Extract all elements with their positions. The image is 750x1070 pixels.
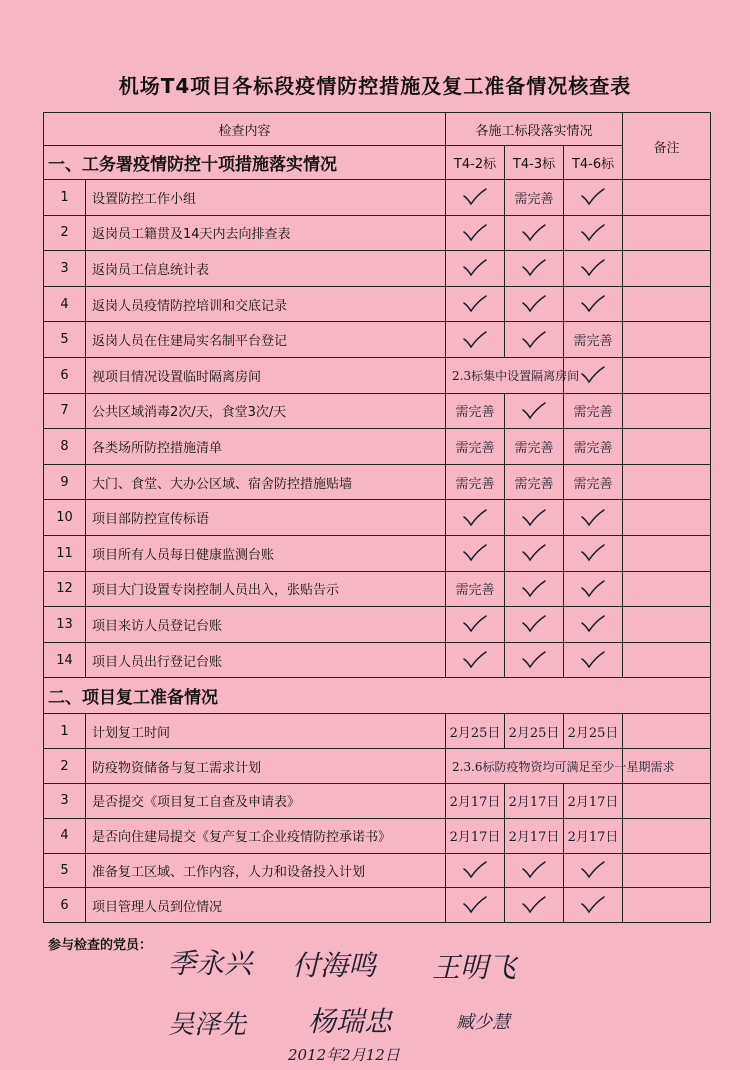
- status-t4-3: [505, 535, 564, 571]
- status-t4-3: [505, 888, 564, 923]
- check-mark-icon: [580, 259, 606, 277]
- status-t4-2: [446, 251, 505, 287]
- row-number: 4: [44, 818, 86, 853]
- row-remarks: [623, 500, 711, 536]
- signatures-label: 参与检查的党员：: [48, 938, 153, 953]
- row-remarks: [623, 464, 711, 500]
- check-mark-icon: [462, 896, 488, 914]
- row-item: 是否提交《项目复工自查及申请表》: [86, 783, 446, 818]
- check-mark-icon: [580, 224, 606, 242]
- check-mark-icon: [580, 896, 606, 914]
- status-t4-3: 需完善: [505, 429, 564, 465]
- row-remarks: [623, 888, 711, 923]
- check-mark-icon: [462, 861, 488, 879]
- row-number: 2: [44, 215, 86, 251]
- check-mark-icon: [580, 544, 606, 562]
- table-row: [44, 642, 711, 678]
- row-item: 项目管理人员到位情况: [86, 888, 446, 923]
- check-mark-icon: [462, 188, 488, 206]
- row-status-note: 2.3标集中设置隔离房间: [446, 357, 564, 393]
- status-t4-3: [505, 607, 564, 643]
- status-t4-6: [564, 642, 623, 678]
- check-mark-icon: [521, 259, 547, 277]
- row-item: 公共区域消毒2次/天，食堂3次/天: [86, 393, 446, 429]
- table-row: [44, 429, 711, 465]
- status-t4-2: 需完善: [446, 393, 505, 429]
- status-t4-6: 需完善: [564, 393, 623, 429]
- column-t4-2: T4-2标: [446, 146, 505, 180]
- status-t4-2: [446, 888, 505, 923]
- status-t4-6: [564, 500, 623, 536]
- remarks-header: 备注: [623, 113, 711, 180]
- row-item: 项目来访人员登记台账: [86, 607, 446, 643]
- row-remarks: [623, 322, 711, 358]
- status-t4-6: 2月17日: [564, 818, 623, 853]
- row-status-note: 2.3.6标防疫物资均可满足至少一星期需求: [446, 749, 623, 784]
- row-remarks: [623, 251, 711, 287]
- status-t4-6: 需完善: [564, 429, 623, 465]
- status-t4-6: [564, 215, 623, 251]
- signature: 付海鸣: [292, 949, 377, 982]
- status-t4-6: [564, 571, 623, 607]
- status-t4-6: 2月25日: [564, 714, 623, 749]
- column-t4-3: T4-3标: [505, 146, 564, 180]
- check-mark-icon: [521, 402, 547, 420]
- row-item: 返岗人员疫情防控培训和交底记录: [86, 286, 446, 322]
- status-t4-3: [505, 571, 564, 607]
- status-t4-6: 2月17日: [564, 783, 623, 818]
- section1-heading: 一、工务署疫情防控十项措施落实情况: [44, 146, 446, 180]
- status-t4-3: 2月17日: [505, 783, 564, 818]
- row-number: 2: [44, 749, 86, 784]
- row-remarks: [623, 286, 711, 322]
- check-mark-icon: [521, 615, 547, 633]
- row-number: 5: [44, 853, 86, 888]
- row-remarks: [623, 535, 711, 571]
- status-t4-6: [564, 180, 623, 216]
- status-t4-3: [505, 215, 564, 251]
- row-remarks: [623, 783, 711, 818]
- status-t4-2: [446, 215, 505, 251]
- inspection-table: [43, 112, 711, 923]
- table-row: [44, 853, 711, 888]
- table-row: [44, 180, 711, 216]
- row-remarks: [623, 429, 711, 465]
- status-t4-6: [564, 853, 623, 888]
- status-t4-3: [505, 251, 564, 287]
- signature: 杨瑞忠: [308, 1005, 393, 1038]
- row-item: 设置防控工作小组: [86, 180, 446, 216]
- table-row: [44, 251, 711, 287]
- row-number: 8: [44, 429, 86, 465]
- row-number: 13: [44, 607, 86, 643]
- row-remarks: [623, 180, 711, 216]
- status-t4-2: 2月25日: [446, 714, 505, 749]
- status-t4-6: [564, 251, 623, 287]
- status-t4-3: [505, 322, 564, 358]
- check-mark-icon: [462, 224, 488, 242]
- row-number: 9: [44, 464, 86, 500]
- row-number: 3: [44, 251, 86, 287]
- check-mark-icon: [462, 295, 488, 313]
- check-mark-icon: [521, 651, 547, 669]
- section2-heading: 二、项目复工准备情况: [44, 678, 711, 714]
- row-remarks: [623, 215, 711, 251]
- table-row: [44, 818, 711, 853]
- row-number: 14: [44, 642, 86, 678]
- sections-status-header: 各施工标段落实情况: [446, 113, 623, 146]
- row-number: 11: [44, 535, 86, 571]
- status-t4-2: [446, 607, 505, 643]
- row-item: 各类场所防控措施清单: [86, 429, 446, 465]
- check-mark-icon: [462, 651, 488, 669]
- check-mark-icon: [580, 295, 606, 313]
- row-remarks: [623, 818, 711, 853]
- row-item: 返岗员工信息统计表: [86, 251, 446, 287]
- status-t4-2: [446, 535, 505, 571]
- status-t4-6: [564, 535, 623, 571]
- table-row: [44, 888, 711, 923]
- status-t4-6: 需完善: [564, 464, 623, 500]
- row-number: 6: [44, 888, 86, 923]
- row-item: 防疫物资储备与复工需求计划: [86, 749, 446, 784]
- inspection-content-header: 检查内容: [44, 113, 446, 146]
- status-t4-3: [505, 286, 564, 322]
- check-mark-icon: [462, 509, 488, 527]
- row-item: 计划复工时间: [86, 714, 446, 749]
- table-row: [44, 714, 711, 749]
- table-row: [44, 607, 711, 643]
- row-item: 大门、食堂、大办公区域、宿舍防控措施贴墙: [86, 464, 446, 500]
- row-number: 1: [44, 180, 86, 216]
- check-mark-icon: [521, 861, 547, 879]
- table-row: [44, 393, 711, 429]
- row-remarks: [623, 853, 711, 888]
- check-mark-icon: [462, 259, 488, 277]
- status-t4-3: 需完善: [505, 180, 564, 216]
- check-mark-icon: [521, 331, 547, 349]
- status-t4-6: [564, 607, 623, 643]
- check-mark-icon: [521, 896, 547, 914]
- status-t4-2: [446, 642, 505, 678]
- check-mark-icon: [462, 331, 488, 349]
- row-item: 返岗人员在住建局实名制平台登记: [86, 322, 446, 358]
- column-t4-6: T4-6标: [564, 146, 623, 180]
- check-mark-icon: [580, 615, 606, 633]
- row-number: 10: [44, 500, 86, 536]
- table-row: [44, 464, 711, 500]
- inspection-date: 2012年2月12日: [288, 1046, 400, 1064]
- row-item: 是否向住建局提交《复产复工企业疫情防控承诺书》: [86, 818, 446, 853]
- check-mark-icon: [462, 615, 488, 633]
- signature: 季永兴: [168, 947, 253, 980]
- table-row: [44, 215, 711, 251]
- table-row: [44, 783, 711, 818]
- check-mark-icon: [580, 580, 606, 598]
- row-item: 视项目情况设置临时隔离房间: [86, 357, 446, 393]
- row-number: 12: [44, 571, 86, 607]
- row-remarks: [623, 571, 711, 607]
- status-t4-2: 需完善: [446, 464, 505, 500]
- signature: 臧少慧: [456, 1012, 510, 1033]
- status-t4-2: 需完善: [446, 571, 505, 607]
- row-number: 5: [44, 322, 86, 358]
- status-t4-2: 2月17日: [446, 818, 505, 853]
- check-mark-icon: [521, 580, 547, 598]
- row-number: 6: [44, 357, 86, 393]
- row-item: 项目所有人员每日健康监测台账: [86, 535, 446, 571]
- check-mark-icon: [521, 224, 547, 242]
- row-item: 项目大门设置专岗控制人员出入，张贴告示: [86, 571, 446, 607]
- check-mark-icon: [462, 544, 488, 562]
- check-mark-icon: [580, 509, 606, 527]
- status-t4-2: [446, 322, 505, 358]
- table-row: [44, 322, 711, 358]
- status-t4-2: 需完善: [446, 429, 505, 465]
- row-remarks: [623, 714, 711, 749]
- row-number: 4: [44, 286, 86, 322]
- status-t4-2: [446, 500, 505, 536]
- check-mark-icon: [580, 366, 606, 384]
- status-t4-2: 2月17日: [446, 783, 505, 818]
- table-row: [44, 357, 711, 393]
- row-number: 1: [44, 714, 86, 749]
- table-row: [44, 749, 711, 784]
- status-t4-3: [505, 642, 564, 678]
- row-remarks: [623, 357, 711, 393]
- status-t4-3: 2月17日: [505, 818, 564, 853]
- status-t4-2: [446, 180, 505, 216]
- row-remarks: [623, 642, 711, 678]
- signature: 吴泽先: [168, 1010, 247, 1040]
- status-t4-2: [446, 286, 505, 322]
- row-item: 项目部防控宣传标语: [86, 500, 446, 536]
- row-number: 7: [44, 393, 86, 429]
- status-t4-2: [446, 853, 505, 888]
- check-mark-icon: [521, 295, 547, 313]
- check-mark-icon: [580, 188, 606, 206]
- document-title: 机场T4项目各标段疫情防控措施及复工准备情况核查表: [118, 74, 632, 98]
- row-remarks: [623, 607, 711, 643]
- check-mark-icon: [580, 651, 606, 669]
- table-row: [44, 286, 711, 322]
- status-t4-3: [505, 500, 564, 536]
- table-row: [44, 500, 711, 536]
- check-mark-icon: [580, 861, 606, 879]
- status-t4-3: [505, 393, 564, 429]
- status-t4-6: [564, 888, 623, 923]
- status-t4-6: [564, 286, 623, 322]
- row-remarks: [623, 393, 711, 429]
- table-row: [44, 535, 711, 571]
- status-t4-3: [505, 853, 564, 888]
- status-t4-6: 需完善: [564, 322, 623, 358]
- check-mark-icon: [521, 509, 547, 527]
- row-item: 返岗员工籍贯及14天内去向排查表: [86, 215, 446, 251]
- row-item: 项目人员出行登记台账: [86, 642, 446, 678]
- status-t4-3: 需完善: [505, 464, 564, 500]
- row-item: 准备复工区域、工作内容，人力和设备投入计划: [86, 853, 446, 888]
- check-mark-icon: [521, 544, 547, 562]
- table-row: [44, 571, 711, 607]
- status-t4-3: 2月25日: [505, 714, 564, 749]
- row-number: 3: [44, 783, 86, 818]
- signature: 王明飞: [432, 951, 517, 984]
